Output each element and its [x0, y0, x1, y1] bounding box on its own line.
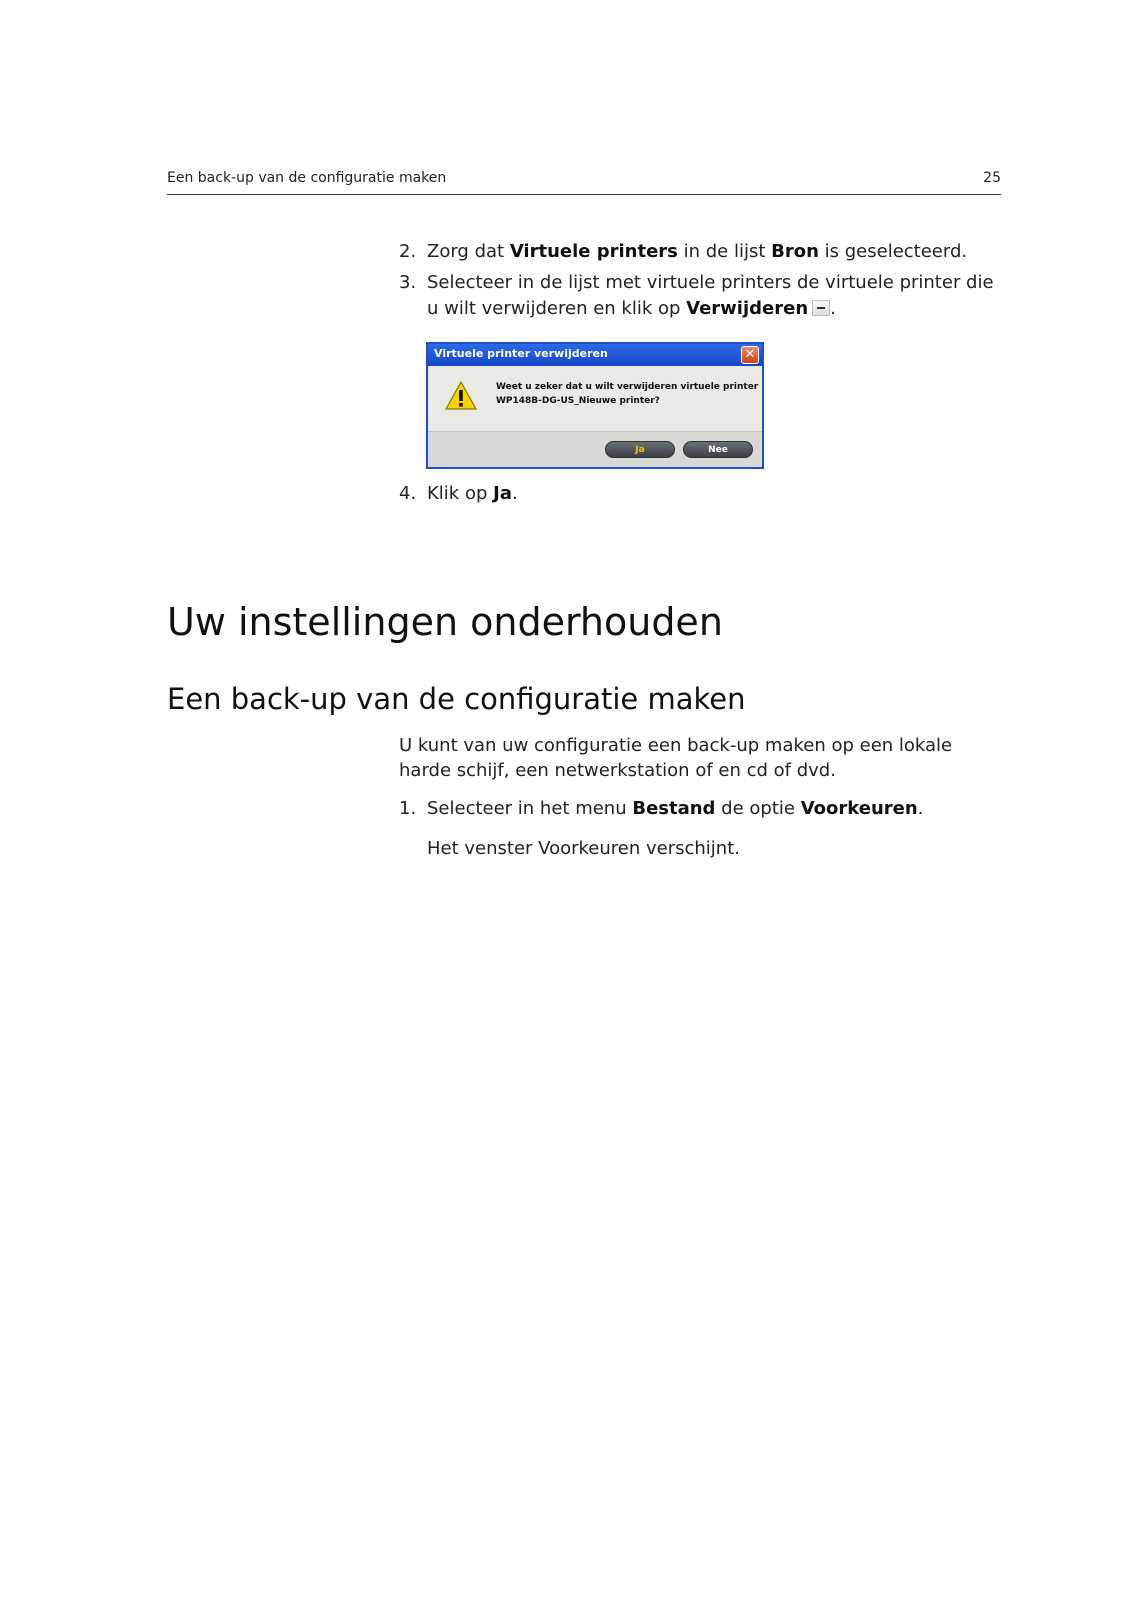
dialog-titlebar: [428, 344, 762, 366]
step-text-part: .: [830, 298, 836, 319]
remove-icon: [812, 300, 830, 316]
ui-term-ja: Ja: [493, 483, 512, 504]
ui-term-bron: Bron: [771, 241, 819, 262]
ui-term-bestand: Bestand: [632, 798, 716, 819]
step-text-part: Selecteer in de lijst met virtuele printers de virtuele printer die u wilt verwijderen en klik op: [427, 272, 994, 319]
step-number: 4.: [399, 483, 417, 504]
step-number: 3.: [399, 272, 417, 293]
yes-button[interactable]: Ja: [605, 441, 675, 458]
dialog-footer: [428, 431, 762, 467]
ui-term-virtuele-printers: Virtuele printers: [509, 241, 678, 262]
intro-paragraph: U kunt van uw configuratie een back-up maken op een lokale harde schijf, een netwerkstation of en cd of dvd.: [399, 735, 953, 781]
running-header: [167, 170, 1001, 195]
step-text: [427, 270, 1009, 322]
step-text: [427, 239, 1009, 265]
step-text-part: Klik op: [427, 483, 494, 504]
header-title: Een back-up van de configuratie maken: [167, 170, 447, 186]
ui-term-voorkeuren: Voorkeuren: [800, 798, 918, 819]
step-result: Het venster Voorkeuren verschijnt.: [427, 838, 740, 859]
step-text: [427, 796, 1009, 822]
section-heading: Een back-up van de configuratie maken: [167, 682, 746, 716]
delete-printer-dialog: [426, 342, 764, 469]
step-text-part: .: [511, 483, 518, 504]
dialog-message-line: WP148B-DG-US_Nieuwe printer?: [496, 396, 660, 406]
close-icon[interactable]: ✕: [741, 346, 759, 364]
page-number: 25: [983, 170, 1001, 186]
dialog-body: [428, 366, 762, 432]
dialog-message: [496, 380, 758, 408]
ui-term-verwijderen: Verwijderen: [686, 298, 809, 319]
step-text-part: Selecteer in het menu: [427, 798, 633, 819]
step-text-part: .: [917, 798, 924, 819]
step-text-part: de optie: [715, 798, 801, 819]
step-3: [399, 270, 1009, 322]
step-number: 2.: [399, 241, 417, 262]
step-text-part: in de lijst: [677, 241, 772, 262]
warning-icon: [444, 380, 478, 412]
step-text-part: Zorg dat: [427, 241, 510, 262]
step-text: [427, 481, 1009, 507]
dialog-title: Virtuele printer verwijderen: [434, 347, 608, 360]
chapter-heading: Uw instellingen onderhouden: [167, 600, 723, 644]
step-text-part: is geselecteerd.: [818, 241, 968, 262]
step-number: 1.: [399, 798, 417, 819]
step-1: [399, 796, 1009, 822]
step-2: [399, 239, 1009, 265]
no-button[interactable]: Nee: [683, 441, 753, 458]
dialog-message-line: Weet u zeker dat u wilt verwijderen virtuele printer: [496, 382, 759, 392]
step-4: [399, 481, 1009, 507]
